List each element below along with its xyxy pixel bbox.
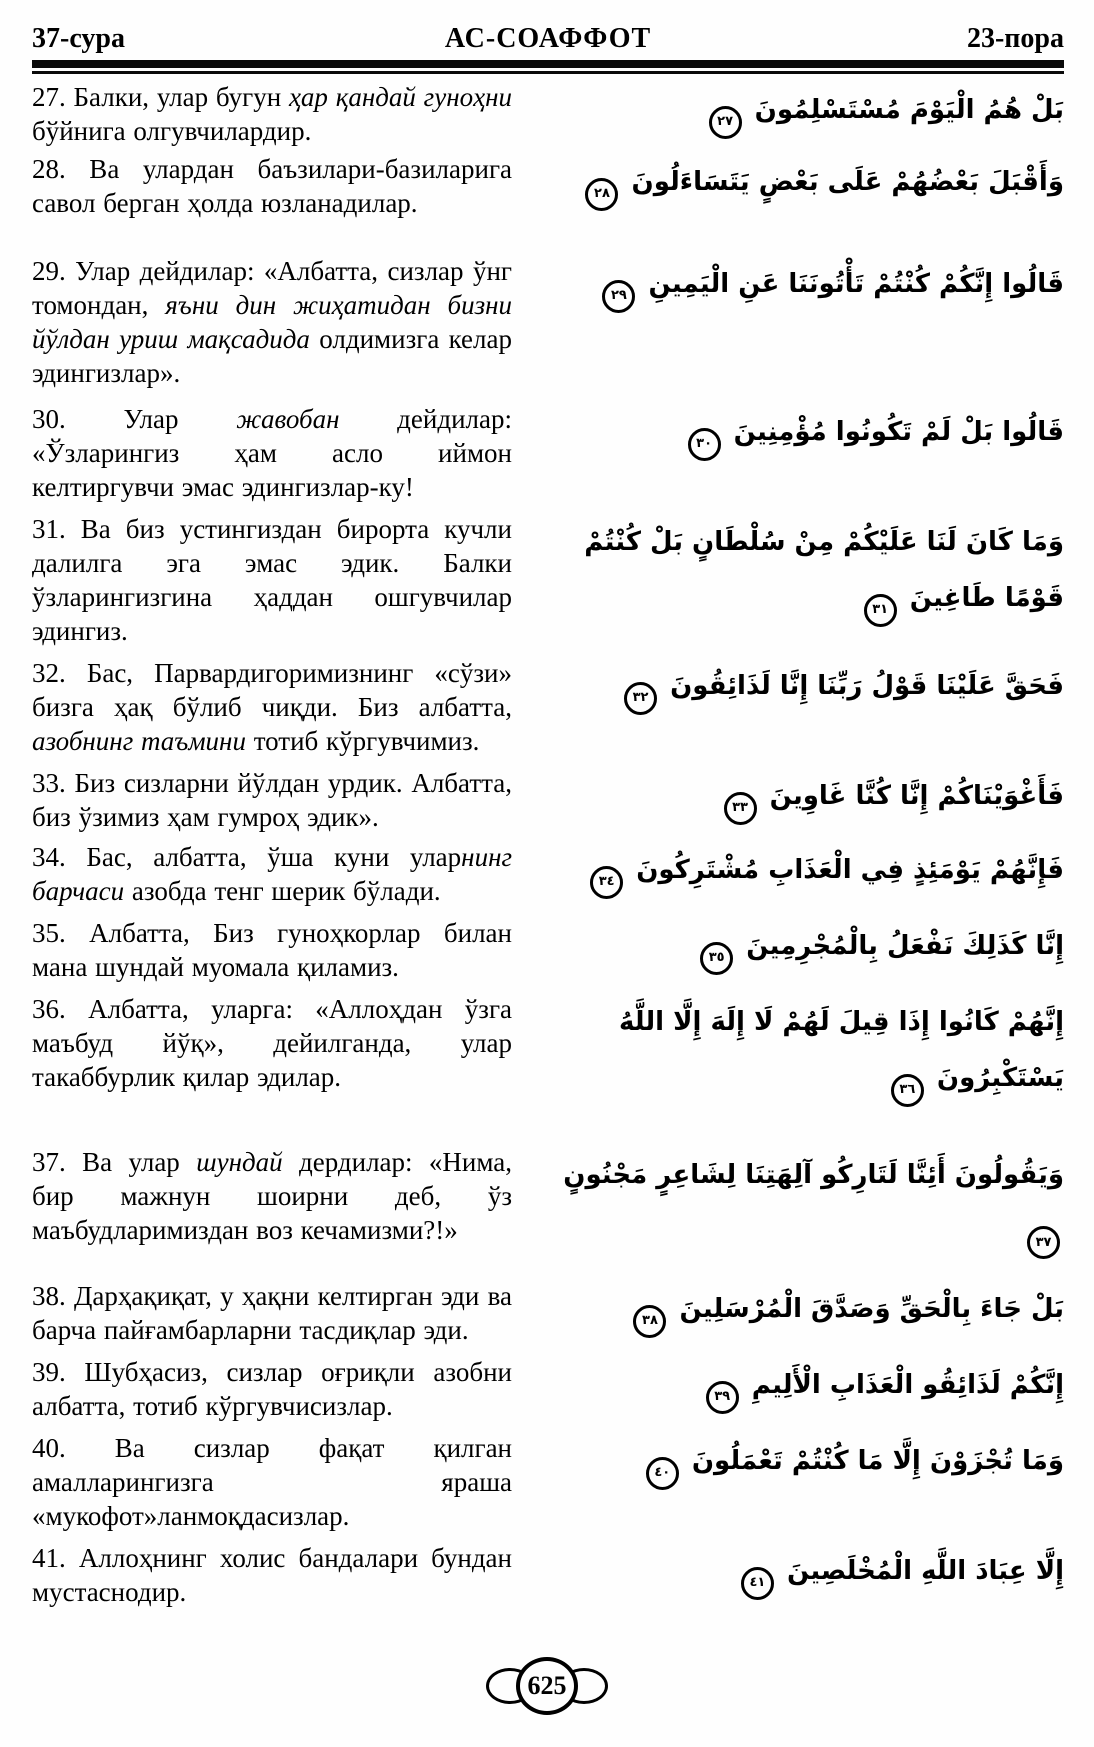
verse-number-roundel: ٤٠ — [646, 1457, 679, 1490]
header-rule-thin — [32, 71, 1064, 74]
verse-translation: 35. Албатта, Биз гуноҳкорлар билан мана шундай муомала қиламиз. — [32, 918, 512, 982]
verse-translation: 36. Албатта, уларга: «Аллоҳдан ўзга маъбуд йўқ», дейилганда, улар такаббурлик қилар эдилар. — [32, 994, 512, 1092]
verse-arabic — [556, 80, 1064, 139]
verse-translation: 30. Улар жавобан дейдилар: «Ўзларингиз ҳам асло иймон келтиргувчи эмас эдингизлар-ку! — [32, 404, 512, 502]
header-rule-thick — [32, 60, 1064, 68]
verse-row — [32, 656, 1064, 758]
verse-row — [32, 992, 1064, 1107]
verse-arabic-text: إِنَّكُمْ لَذَائِقُو الْعَذَابِ الْأَلِيمِ — [742, 1370, 1064, 1400]
verse-arabic — [556, 992, 1064, 1107]
verse-arabic-text: فَإِنَّهُمْ يَوْمَئِذٍ فِي الْعَذَابِ مُشْتَرِكُونَ — [627, 855, 1064, 885]
verse-translation: 34. Бас, албатта, ўша куни уларнинг барчаси азобда тенг шерик бўлади. — [32, 842, 512, 906]
verse-arabic — [556, 402, 1064, 461]
surah-title: АС-СОАФФОТ — [444, 23, 652, 54]
verse-translation: 37. Ва улар шундай дердилар: «Нима, бир мажнун шоирни деб, ўз маъбудларимиздан воз кечамизми?!» — [32, 1146, 513, 1245]
verse-arabic-text: فَأَغْوَيْنَاكُمْ إِنَّا كُنَّا غَاوِينَ — [760, 781, 1064, 811]
verse-translation: 38. Дарҳақиқат, у ҳақни келтирган эди ва барча пайғамбарларни тасдиқлар эди. — [32, 1281, 512, 1345]
page-number: 625 — [527, 1671, 567, 1700]
verse-arabic — [556, 1355, 1064, 1414]
verse-row — [32, 80, 1064, 148]
verse-row — [32, 1355, 1064, 1423]
header-divider — [32, 60, 1064, 74]
page-header — [32, 24, 1064, 54]
verse-arabic — [556, 512, 1064, 627]
verse-number-roundel: ٣٧ — [1027, 1226, 1060, 1259]
verse-arabic — [556, 916, 1064, 975]
verse-number-roundel: ٣٤ — [590, 866, 623, 899]
verse-row — [32, 1145, 1064, 1260]
verse-row — [32, 402, 1064, 504]
folio-circle — [516, 1657, 578, 1715]
verse-row — [32, 1279, 1064, 1347]
verse-arabic — [556, 1541, 1064, 1600]
verse-arabic — [556, 840, 1064, 899]
verse-row — [32, 512, 1064, 648]
verse-arabic-text: إِنَّا كَذَلِكَ نَفْعَلُ بِالْمُجْرِمِينَ — [737, 931, 1064, 961]
verse-row — [32, 916, 1064, 984]
verse-row — [32, 254, 1064, 390]
verse-arabic — [556, 1279, 1064, 1338]
verse-translation: 32. Бас, Парвардигоримизнинг «сўзи» бизга ҳақ бўлиб чиқди. Биз албатта, азобнинг таъмини тотиб кўргувчимиз. — [32, 658, 512, 756]
verse-row — [32, 840, 1064, 908]
verse-arabic-text: قَالُوا بَلْ لَمْ تَكُونُوا مُؤْمِنِينَ — [724, 417, 1064, 447]
verse-arabic — [556, 656, 1064, 715]
verse-arabic-text: بَلْ هُمُ الْيَوْمَ مُسْتَسْلِمُونَ — [745, 95, 1064, 125]
verse-arabic — [556, 766, 1064, 825]
verse-arabic — [556, 1145, 1064, 1260]
verse-row — [32, 1541, 1064, 1609]
verse-arabic-text: إِلَّا عِبَادَ اللَّهِ الْمُخْلَصِينَ — [777, 1556, 1064, 1586]
verse-arabic-text: وَأَقْبَلَ بَعْضُهُمْ عَلَى بَعْضٍ يَتَسَاءَلُونَ — [622, 167, 1064, 197]
verse-arabic-text: وَيَقُولُونَ أَئِنَّا لَتَارِكُو آلِهَتِنَا لِشَاعِرٍ مَجْنُونٍ — [563, 1159, 1064, 1190]
juz-label: 23-пора — [966, 23, 1064, 54]
verse-translation: 31. Ва биз устингиздан бирорта кучли далилга эга эмас эдик. Балки ўзларингизгина ҳаддан ошгувчилар эдингиз. — [32, 514, 512, 646]
verse-arabic-text: فَحَقَّ عَلَيْنَا قَوْلُ رَبِّنَا إِنَّا لَذَائِقُونَ — [661, 671, 1064, 701]
page-number-ornament — [486, 1657, 608, 1715]
verse-number-roundel: ٢٩ — [602, 280, 635, 313]
verse-row — [32, 152, 1064, 220]
verse-number-roundel: ٣٨ — [633, 1305, 666, 1338]
verse-number-roundel: ٣٥ — [700, 942, 733, 975]
verse-number-roundel: ٣٠ — [688, 428, 721, 461]
verse-arabic-text: وَمَا تُجْزَوْنَ إِلَّا مَا كُنْتُمْ تَعْمَلُونَ — [682, 1446, 1064, 1476]
verse-number-roundel: ٤١ — [741, 1567, 774, 1600]
verse-number-roundel: ٣٦ — [891, 1074, 924, 1107]
verse-translation: 29. Улар дейдилар: «Албатта, сизлар ўнг томондан, яъни дин жиҳатидан бизни йўлдан уриш мақсадида олдимизга келар эдингизлар». — [32, 256, 512, 388]
verse-number-roundel: ٣٢ — [624, 682, 657, 715]
surah-number-label: 37-сура — [32, 23, 125, 54]
verse-arabic — [556, 254, 1064, 313]
verse-arabic — [556, 1431, 1064, 1490]
verse-arabic — [556, 152, 1064, 211]
verse-number-roundel: ٣٣ — [724, 792, 757, 825]
verse-row — [32, 766, 1064, 834]
verse-translation: 39. Шубҳасиз, сизлар оғриқли азобни албатта, тотиб кўргувчисизлар. — [32, 1357, 512, 1421]
verse-number-roundel: ٢٨ — [585, 178, 618, 211]
verse-number-roundel: ٣١ — [864, 594, 897, 627]
verse-translation: 41. Аллоҳнинг холис бандалари бундан мустаснодир. — [32, 1543, 512, 1607]
verse-translation: 27. Балки, улар бугун ҳар қандай гуноҳни бўйнига олгувчилардир. — [32, 82, 512, 146]
verse-arabic-text: وَمَا كَانَ لَنَا عَلَيْكُمْ مِنْ سُلْطَانٍ بَلْ كُنْتُمْ قَوْمًا طَاغِينَ — [584, 527, 1064, 613]
verse-arabic-text: إِنَّهُمْ كَانُوا إِذَا قِيلَ لَهُمْ لَا إِلَهَ إِلَّا اللَّهُ يَسْتَكْبِرُونَ — [619, 1007, 1064, 1093]
verse-translation: 40. Ва сизлар фақат қилган амалларингизга яраша «мукофот»ланмоқдасизлар. — [32, 1433, 512, 1531]
verse-arabic-text: قَالُوا إِنَّكُمْ كُنْتُمْ تَأْتُونَنَا عَنِ الْيَمِينِ — [639, 269, 1064, 299]
verse-number-roundel: ٣٩ — [706, 1381, 739, 1414]
verse-number-roundel: ٢٧ — [709, 106, 742, 139]
verses-list — [32, 80, 1064, 1609]
verse-translation: 28. Ва улардан баъзилари-базиларига савол берган ҳолда юзланадилар. — [32, 154, 512, 218]
verse-arabic-text: بَلْ جَاءَ بِالْحَقِّ وَصَدَّقَ الْمُرْسَلِينَ — [670, 1294, 1064, 1324]
verse-translation: 33. Биз сизларни йўлдан урдик. Албатта, биз ўзимиз ҳам гумроҳ эдик». — [32, 768, 512, 832]
verse-row — [32, 1431, 1064, 1533]
